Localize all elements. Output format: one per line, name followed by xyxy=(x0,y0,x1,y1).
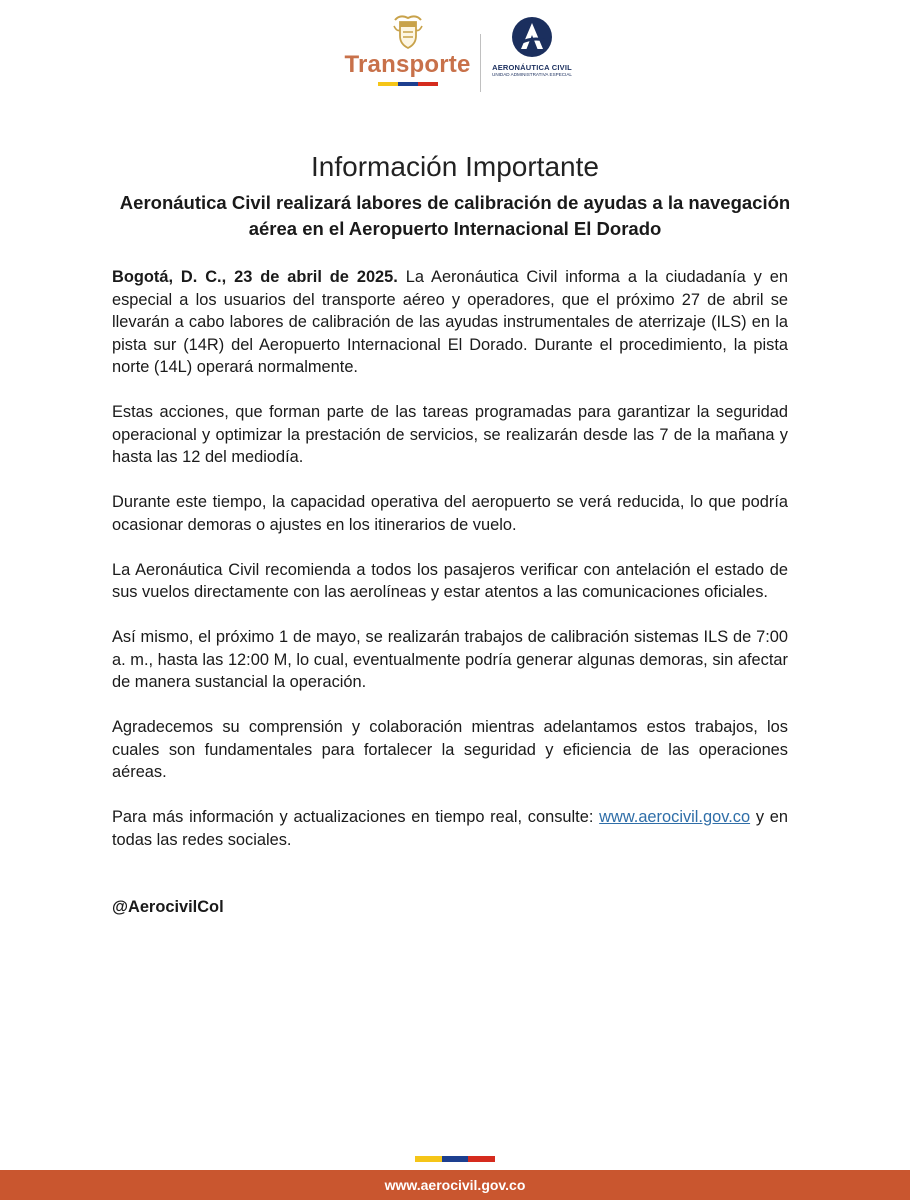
dateline: Bogotá, D. C., 23 de abril de 2025. xyxy=(112,268,398,286)
logo-divider xyxy=(480,34,481,92)
press-release-body xyxy=(112,266,788,941)
aerocivil-logo xyxy=(486,16,578,77)
paragraph-1-text: La Aeronáutica Civil informa a la ciudadanía y en especial a los usuarios del transporte aéreo y operadores, que el próximo 27 de abril se llevarán a cabo labores de calibración de las ayudas instrumentales de aterrizaje (ILS) en la pista sur (14R) del Aeropuerto Internacional El Dorado. Durante el procedimiento, la pista norte (14L) operará normalmente. xyxy=(112,268,788,376)
flag-red xyxy=(418,82,438,86)
flag-stripe xyxy=(378,82,438,86)
paragraph-6: Agradecemos su comprensión y colaboración mientras adelantamos estos trabajos, los cuales son fundamentales para fortalecer la seguridad y eficiencia de las operaciones aéreas. xyxy=(112,718,788,781)
flag-blue xyxy=(398,82,418,86)
aerocivil-logo-name: AERONÁUTICA CIVIL xyxy=(492,63,572,72)
paragraph-7-suffix: y en todas las redes sociales. xyxy=(112,808,788,849)
page-title: Información Importante xyxy=(311,151,599,182)
footer-flag-yellow xyxy=(415,1156,442,1162)
letterhead xyxy=(0,12,910,102)
paragraph-7 xyxy=(112,806,788,851)
footer-flag-red xyxy=(468,1156,495,1162)
paragraph-4: La Aeronáutica Civil recomienda a todos los pasajeros verificar con antelación el estado de sus vuelos directamente con las aerolíneas y estar atentos a las comunicaciones oficiales. xyxy=(112,560,788,601)
paragraph-1 xyxy=(112,266,788,379)
transporte-logo-text: Transporte xyxy=(344,51,471,78)
social-handle: @AerocivilCol xyxy=(112,898,224,916)
footer-flag-stripe xyxy=(415,1156,495,1162)
coat-of-arms-icon xyxy=(391,12,425,50)
footer-bar xyxy=(0,1170,910,1200)
paragraph-3: Durante este tiempo, la capacidad operativa del aeropuerto se verá reducida, lo que podría ocasionar demoras o ajustes en los itinerarios de vuelo. xyxy=(112,493,788,534)
transporte-logo xyxy=(340,12,475,102)
paragraph-2: Estas acciones, que forman parte de las tareas programadas para garantizar la seguridad operacional y optimizar la prestación de servicios, se realizarán desde las 7 de la mañana y hasta las 12 del mediodía. xyxy=(112,403,788,466)
paragraph-5: Así mismo, el próximo 1 de mayo, se realizarán trabajos de calibración sistemas ILS de 7:00 a. m., hasta las 12:00 M, lo cual, eventualmente podría generar algunas demoras, sin afectar de manera sustancial la operación. xyxy=(112,628,788,691)
aerocivil-emblem-icon xyxy=(511,16,553,58)
page-subtitle: Aeronáutica Civil realizará labores de calibración de ayudas a la navegación aérea en el Aeropuerto Internacional El Dorado xyxy=(119,192,791,239)
footer-flag-blue xyxy=(442,1156,469,1162)
website-link[interactable]: www.aerocivil.gov.co xyxy=(599,808,751,826)
aerocivil-logo-subtitle: UNIDAD ADMINISTRATIVA ESPECIAL xyxy=(492,72,572,77)
flag-yellow xyxy=(378,82,398,86)
paragraph-7-prefix: Para más información y actualizaciones en tiempo real, consulte: xyxy=(112,808,600,826)
footer-website: www.aerocivil.gov.co xyxy=(384,1177,526,1193)
